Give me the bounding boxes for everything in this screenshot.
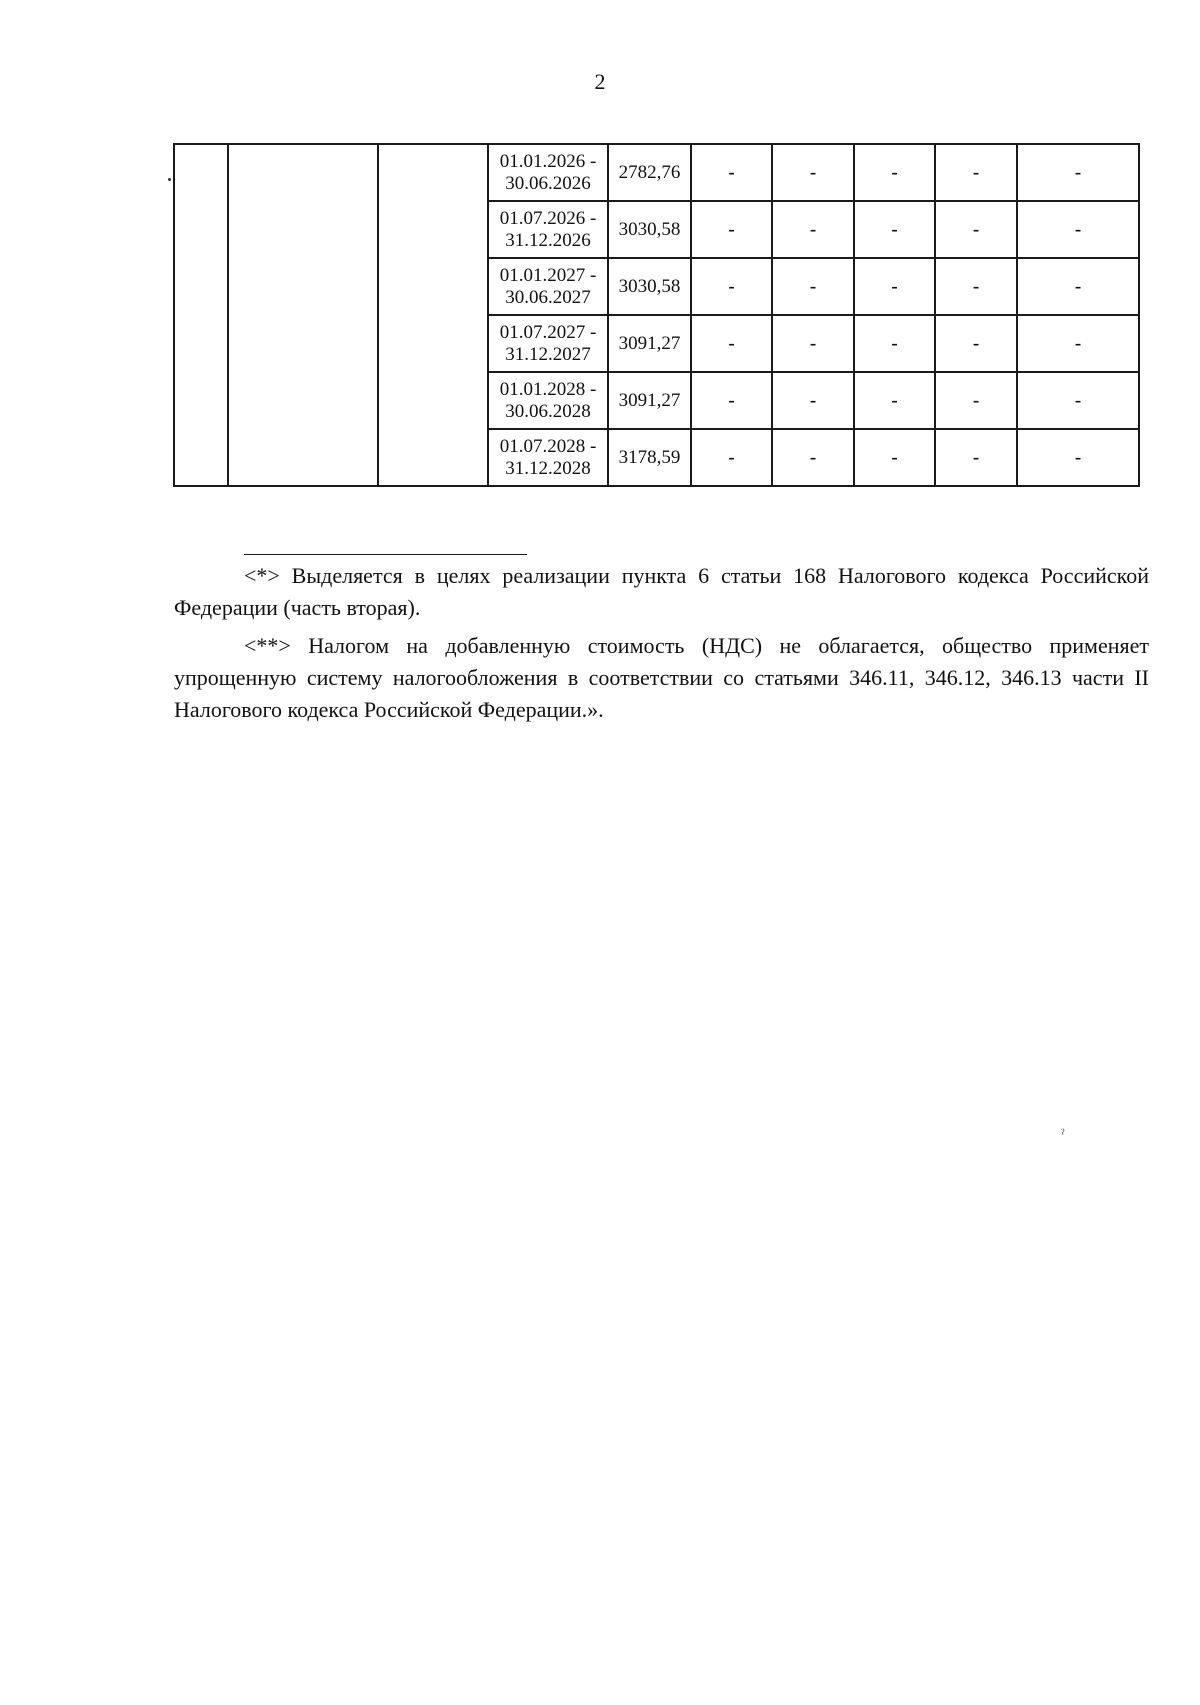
dash-cell: - xyxy=(854,429,935,486)
tariff-table xyxy=(173,143,1140,487)
empty-cell-number xyxy=(174,144,228,486)
dash-cell: - xyxy=(691,201,772,258)
dash-cell: - xyxy=(772,258,854,315)
period-end: 31.12.2027 xyxy=(505,343,591,365)
dash-cell: - xyxy=(772,372,854,429)
period-start: 01.01.2027 - xyxy=(499,264,597,286)
footnote-separator xyxy=(244,554,527,555)
dash-cell: - xyxy=(1017,429,1139,486)
dash-cell: - xyxy=(854,258,935,315)
scan-artifact-mark: ˀ xyxy=(1061,1127,1065,1142)
footnote-vat-exempt: <**> Налогом на добавленную стоимость (НДС) не облагается, общество применяет упрощенную систему налогообложения в соответствии со статьями 346.11, 346.12, 346.13 части II Налогового кодекса Российской Федерации.». xyxy=(174,633,1149,722)
dash-cell: - xyxy=(1017,144,1139,201)
period-start: 01.07.2026 - xyxy=(499,207,597,229)
tariff-value: 3091,27 xyxy=(608,315,691,372)
dash-cell: - xyxy=(1017,258,1139,315)
dash-cell: - xyxy=(854,315,935,372)
dash-cell: - xyxy=(691,315,772,372)
period-cell xyxy=(488,429,608,486)
dash-cell: - xyxy=(1017,372,1139,429)
footnotes xyxy=(174,560,1149,732)
dash-cell: - xyxy=(854,372,935,429)
dash-cell: - xyxy=(854,201,935,258)
tariff-value: 3030,58 xyxy=(608,201,691,258)
scan-artifact-dot xyxy=(168,178,171,181)
period-start: 01.01.2026 - xyxy=(499,150,597,172)
dash-cell: - xyxy=(854,144,935,201)
period-cell xyxy=(488,258,608,315)
period-end: 31.12.2026 xyxy=(505,229,591,251)
dash-cell: - xyxy=(935,429,1017,486)
period-cell xyxy=(488,315,608,372)
dash-cell: - xyxy=(691,372,772,429)
empty-cell-name xyxy=(228,144,378,486)
dash-cell: - xyxy=(772,201,854,258)
dash-cell: - xyxy=(935,315,1017,372)
tariff-value: 2782,76 xyxy=(608,144,691,201)
period-end: 30.06.2027 xyxy=(505,286,591,308)
tariff-value: 3030,58 xyxy=(608,258,691,315)
period-cell xyxy=(488,144,608,201)
dash-cell: - xyxy=(935,372,1017,429)
period-start: 01.01.2028 - xyxy=(499,378,597,400)
period-end: 30.06.2028 xyxy=(505,400,591,422)
period-start: 01.07.2028 - xyxy=(499,435,597,457)
footnote-vat-allocation: <*> Выделяется в целях реализации пункта 6 статьи 168 Налогового кодекса Российской Федерации (часть вторая). xyxy=(174,563,1149,620)
dash-cell: - xyxy=(1017,201,1139,258)
page-number: 2 xyxy=(594,69,606,94)
dash-cell: - xyxy=(1017,315,1139,372)
table-row xyxy=(174,144,1139,201)
dash-cell: - xyxy=(691,144,772,201)
tariff-value: 3091,27 xyxy=(608,372,691,429)
dash-cell: - xyxy=(935,258,1017,315)
period-end: 31.12.2028 xyxy=(505,457,591,479)
dash-cell: - xyxy=(935,201,1017,258)
period-end: 30.06.2026 xyxy=(505,172,591,194)
period-cell xyxy=(488,201,608,258)
dash-cell: - xyxy=(691,429,772,486)
period-cell xyxy=(488,372,608,429)
dash-cell: - xyxy=(772,315,854,372)
dash-cell: - xyxy=(772,429,854,486)
tariff-value: 3178,59 xyxy=(608,429,691,486)
dash-cell: - xyxy=(772,144,854,201)
period-start: 01.07.2027 - xyxy=(499,321,597,343)
dash-cell: - xyxy=(935,144,1017,201)
empty-cell-type xyxy=(378,144,488,486)
dash-cell: - xyxy=(691,258,772,315)
